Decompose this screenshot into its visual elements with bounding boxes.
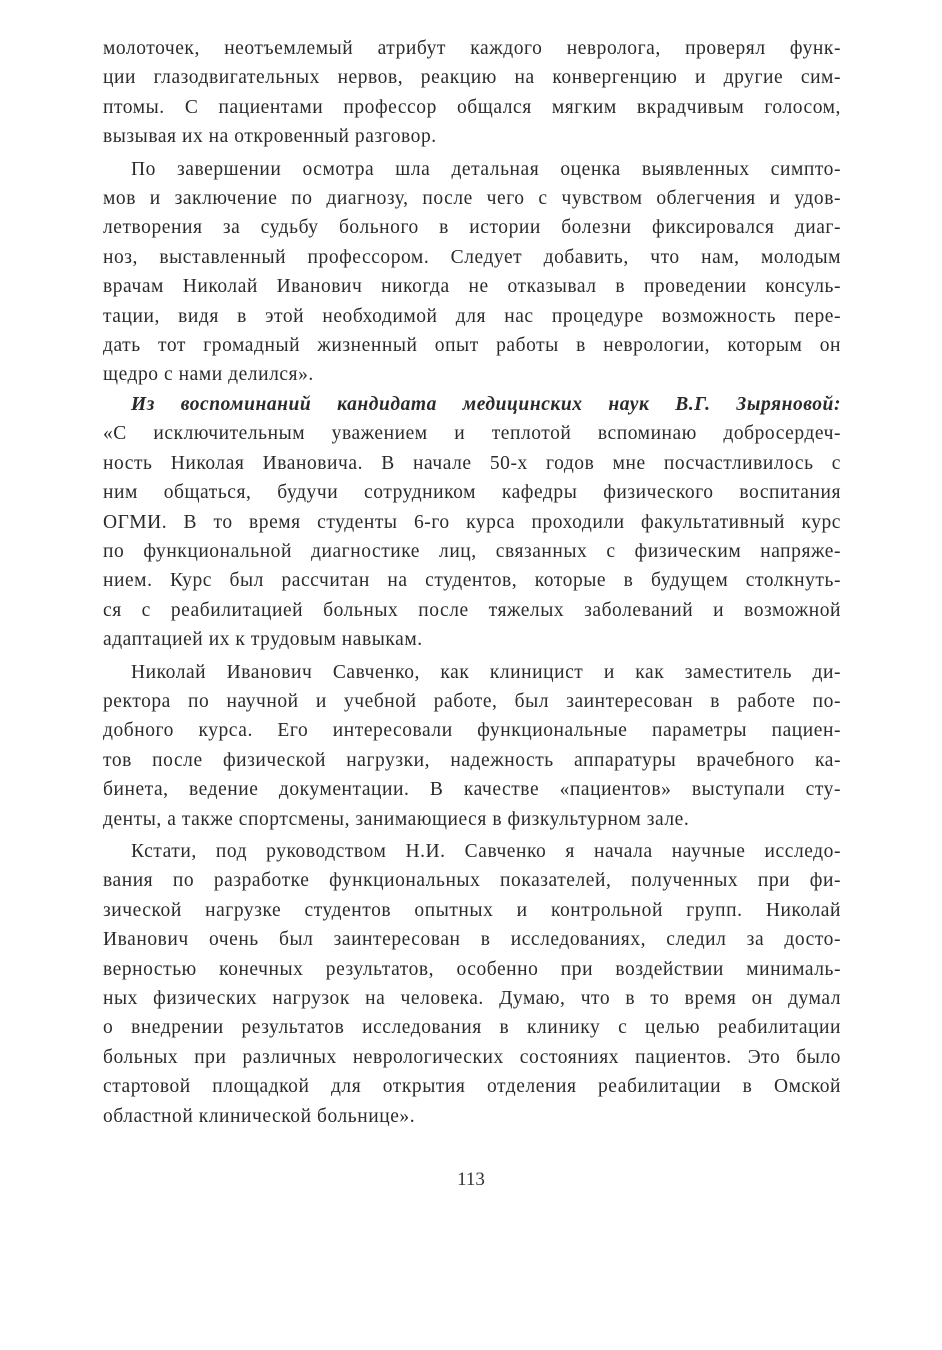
text-line: ных физических нагрузок на человека. Думаю, что в то время он думал [103, 988, 841, 1009]
text-line: нием. Курс был рассчитан на студентов, которые в будущем столкнуть- [103, 570, 841, 592]
text-line: областной клинической больнице». [103, 1105, 416, 1127]
text-line: летворения за судьбу больного в истории болезни фиксировался диаг- [103, 217, 841, 239]
text-line: мов и заключение по диагнозу, после чего с чувством облегчения и удов- [103, 188, 841, 210]
text-line: дать тот громадный жизненный опыт работы в неврологии, которым он [103, 335, 841, 357]
paragraph [103, 390, 841, 655]
text-line: По завершении осмотра шла детальная оценка выявленных симпто- [131, 158, 841, 180]
text-line: Иванович очень был заинтересован в исследованиях, следил за досто- [103, 929, 841, 951]
text-line: бинета, ведение документации. В качестве «пациентов» выступали сту- [103, 779, 841, 801]
body-text [103, 34, 841, 1131]
text-line: добного курса. Его интересовали функциональные параметры пациен- [103, 720, 841, 742]
paragraph [103, 155, 841, 390]
text-line: Кстати, под руководством Н.И. Савченко я начала научные исследо- [131, 840, 841, 862]
text-line: по функциональной диагностике лиц, связанных с физическим напряже- [103, 540, 841, 562]
text-line: тации, видя в этой необходимой для нас процедуре возможность пере- [103, 305, 841, 327]
text-line: вызывая их на откровенный разговор. [103, 126, 437, 148]
text-line: верностью конечных результатов, особенно при воздействии минималь- [103, 958, 841, 980]
paragraph [103, 658, 841, 834]
text-line: ноз, выставленный профессором. Следует добавить, что нам, молодым [103, 246, 841, 268]
text-line: ции глазодвигательных нервов, реакцию на конвергенцию и другие сим- [103, 67, 841, 89]
paragraph [103, 837, 841, 1131]
text-line: ся с реабилитацией больных после тяжелых заболеваний и возможной [103, 599, 841, 621]
text-line: Николай Иванович Савченко, как клиницист и как заместитель ди- [131, 661, 841, 683]
text-line: «С исключительным уважением и теплотой вспоминаю добросердеч- [103, 423, 841, 445]
text-line: тов после физической нагрузки, надежность аппаратуры врачебного ка- [103, 749, 841, 771]
text-line: стартовой площадкой для открытия отделения реабилитации в Омской [103, 1076, 841, 1098]
text-line: больных при различных неврологических состояниях пациентов. Это было [103, 1046, 841, 1068]
text-line: адаптацией их к трудовым навыкам. [103, 629, 423, 651]
text-line: денты, а также спортсмены, занимающиеся в физкультурном зале. [103, 808, 690, 830]
text-line: вания по разработке функциональных показателей, полученных при фи- [103, 870, 841, 892]
text-line: ОГМИ. В то время студенты 6-го курса проходили факультативный курс [103, 511, 841, 533]
text-line: врачам Николай Иванович никогда не отказывал в проведении консуль- [103, 276, 841, 298]
text-line: о внедрении результатов исследования в клинику с целью реабилитации [103, 1017, 841, 1039]
text-line: молоточек, неотъемлемый атрибут каждого невролога, проверял функ- [103, 38, 841, 59]
text-line: птомы. С пациентами профессор общался мягким вкрадчивым голосом, [103, 96, 841, 118]
text-line: ректора по научной и учебной работе, был заинтересован в работе по- [103, 690, 841, 712]
paragraph [103, 34, 841, 152]
text-line: ним общаться, будучи сотрудником кафедры физического воспитания [103, 482, 841, 504]
text-line: зической нагрузке студентов опытных и контрольной групп. Николай [103, 899, 841, 921]
page-number: 113 [457, 1169, 485, 1190]
section-heading: Из воспоминаний кандидата медицинских наук В.Г. Зыряновой: [131, 393, 841, 415]
text-line: щедро с нами делился». [103, 364, 314, 386]
text-line: ность Николая Ивановича. В начале 50-х годов мне посчастливилось с [103, 452, 841, 474]
